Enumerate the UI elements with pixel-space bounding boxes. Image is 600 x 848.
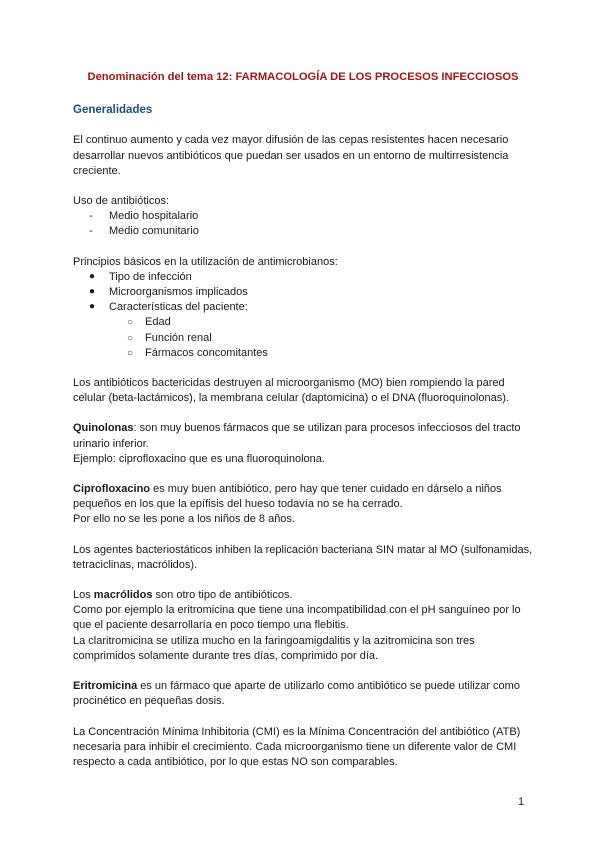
dash-marker: -: [89, 225, 93, 238]
ciprofloxacino-paragraph: Ciprofloxacino es muy buen antibiótico, pero hay que tener cuidado en dárselo a niños pequeños en los que la epífisis del hueso todavía no se ha cerrado. Por ello no se les pone a los niños de 8 años.: [73, 483, 502, 526]
ciprofloxacino-note: Por ello no se les pone a los niños de 8 años.: [73, 513, 295, 526]
list-item: ○ Fármacos concomitantes: [73, 346, 533, 361]
cmi-paragraph: La Concentración Mínima Inhibitoria (CMI) es la Mínima Concentración del antibiótico (ATB) necesaria para inhibir el crecimiento. Cada microorganismo tiene un diferente valor de CMI respecto a cada antibiótico, por lo que estas NO son comparables.: [73, 725, 521, 768]
uso-label: Uso de antibióticos:: [73, 195, 169, 208]
bacteriostaticos-paragraph: Los agentes bacteriostáticos inhiben la replicación bacteriana SIN matar al MO (sulfonamidas, tetraciclinas, macrólidos).: [73, 543, 533, 571]
ciprofloxacino-term: Ciprofloxacino: [73, 483, 151, 496]
circle-marker: ○: [127, 347, 134, 359]
principios-list: [73, 270, 533, 361]
circle-marker: ○: [127, 332, 134, 344]
bullet-marker: ●: [89, 286, 96, 298]
macrolidos-term: macrólidos: [93, 589, 153, 602]
page-number: 1: [518, 796, 525, 808]
patient-characteristics-list: [109, 315, 533, 361]
bullet-marker: ●: [89, 301, 96, 313]
eritromicina-term: Eritromicina: [73, 680, 138, 693]
list-item: ○ Edad: [73, 315, 533, 330]
quinolonas-term: Quinolonas: [73, 422, 134, 435]
quinolonas-paragraph: Quinolonas: son muy buenos fármacos que se utilizan para procesos infecciosos del tracto urinario inferior. Ejemplo: ciprofloxacino que es una fluoroquinolona.: [73, 422, 521, 465]
list-item: - Medio hospitalario: [73, 209, 533, 224]
bullet-marker: ●: [89, 270, 96, 282]
section-heading: Generalidades: [73, 104, 153, 117]
list-item: ● Características del paciente: ○ Edad ○ Función renal ○ Fármacos concomitantes: [73, 300, 533, 361]
circle-marker: ○: [127, 317, 134, 329]
document-page: [73, 70, 533, 785]
intro-paragraph: El continuo aumento y cada vez mayor difusión de las cepas resistentes hacen necesario desarrollar nuevos antibióticos que puedan ser usados en un entorno de multirresistencia creciente.: [73, 134, 509, 177]
principios-label: Principios básicos en la utilización de antimicrobianos:: [73, 255, 338, 268]
bactericidas-paragraph: Los antibióticos bactericidas destruyen al microorganismo (MO) bien rompiendo la pared celular (beta-lactámicos), la membrana celular (daptomicina) o el DNA (fluoroquinolonas).: [73, 377, 509, 405]
dash-marker: -: [89, 210, 93, 223]
quinolonas-example: Ejemplo: ciprofloxacino que es una fluoroquinolona.: [73, 452, 325, 465]
uso-list: [73, 209, 533, 239]
list-item: ○ Función renal: [73, 331, 533, 346]
list-item: - Medio comunitario: [73, 224, 533, 239]
macrolidos-paragraph: Los macrólidos son otro tipo de antibióticos. Como por ejemplo la eritromicina que tiene una incompatibilidad con el pH sanguíneo por lo que el paciente desarrollaría en poco tiempo una flebitis. La claritromicina se utiliza mucho en la faringoamigdalitis y la azitromicina son tres comprimidos solamente durante tres días, comprimido por día.: [73, 589, 521, 662]
list-item: ● Tipo de infección: [89, 270, 192, 283]
list-item: ● Microorganismos implicados: [89, 286, 248, 299]
document-title: Denominación del tema 12: FARMACOLOGÍA DE LOS PROCESOS INFECCIOSOS: [87, 71, 519, 83]
eritromicina-paragraph: Eritromicina es un fármaco que aparte de utilizarlo como antibiótico se puede utilizar como procinético en pequeñas dosis.: [73, 680, 520, 708]
